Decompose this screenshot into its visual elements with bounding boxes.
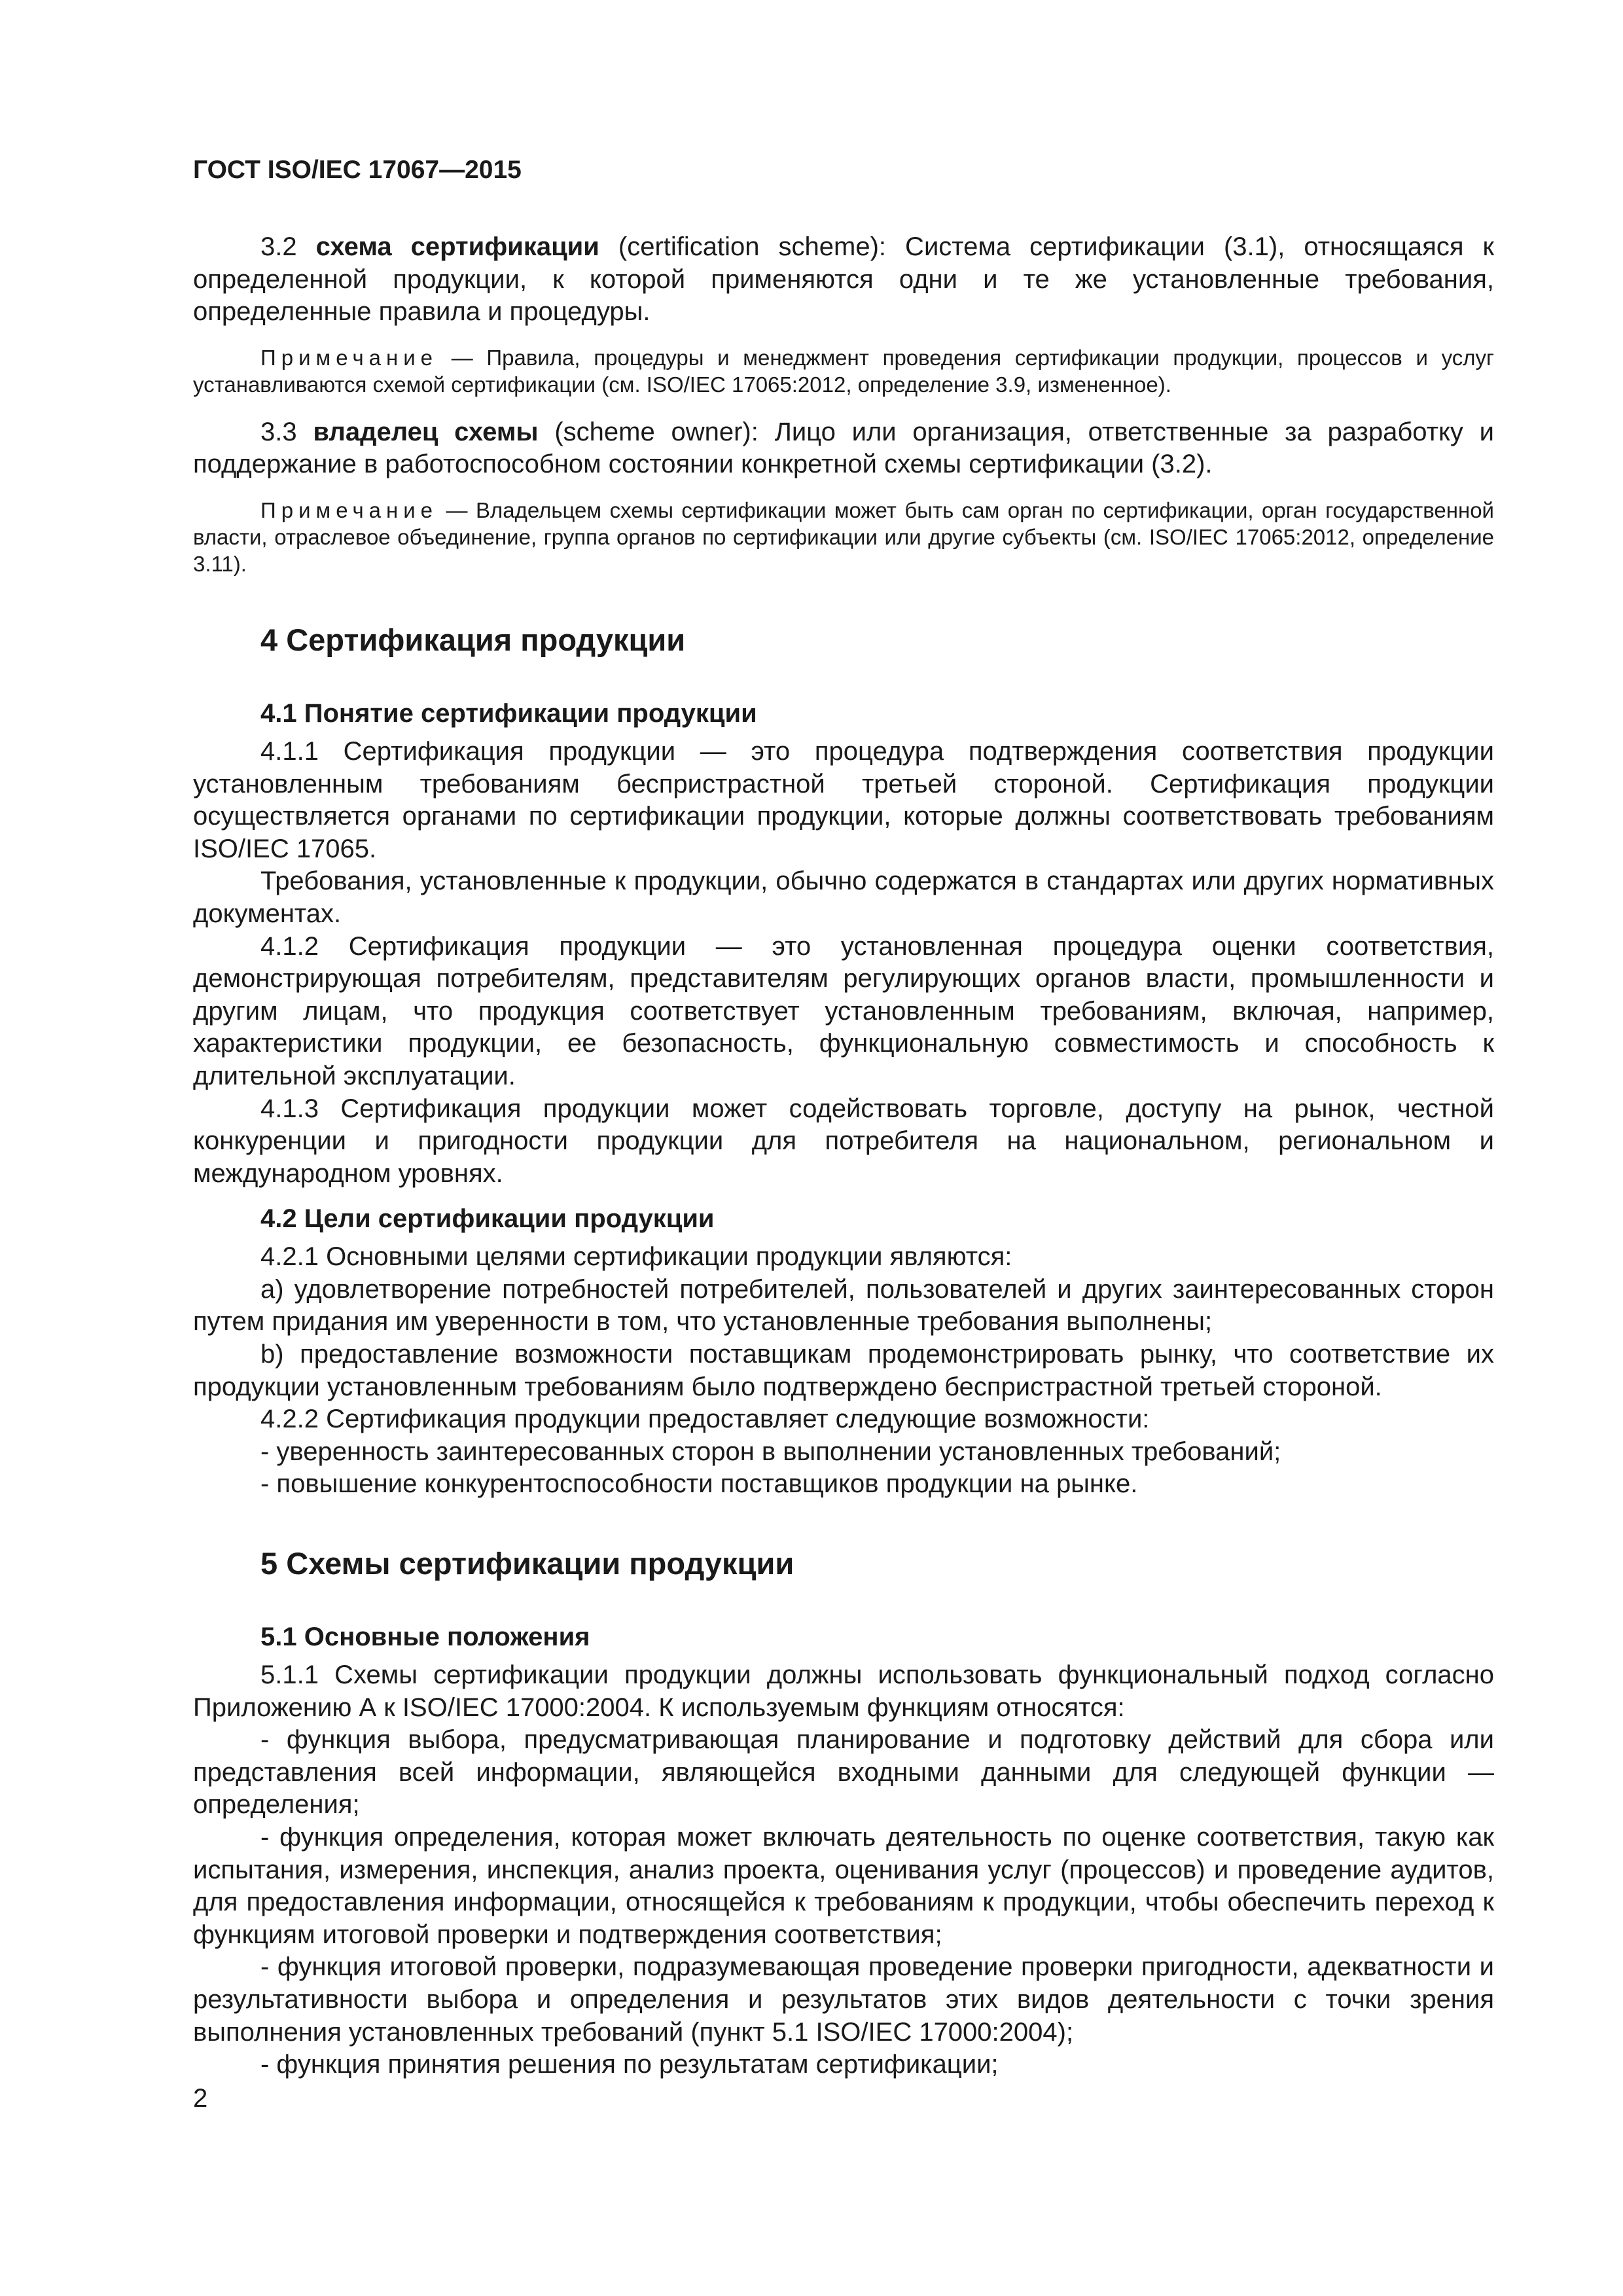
section-4-2-heading: 4.2 Цели сертификации продукции — [260, 1204, 715, 1234]
paragraph-4-1-1-continued: Требования, установленные к продукции, обычно содержатся в стандартах или других нормативных документах. — [193, 867, 1494, 928]
paragraph-4-2-2: 4.2.2 Сертификация продукции предоставляет следующие возможности: — [260, 1405, 1150, 1434]
paragraph-4-2-1: 4.2.1 Основными целями сертификации продукции являются: — [260, 1242, 1012, 1272]
item-b: b) предоставление возможности поставщикам продемонстрировать рынку, что соответствие их продукции установленным требованиям было подтверждено беспристрастной третьей стороной. — [193, 1340, 1494, 1401]
section-4-heading: 4 Сертификация продукции — [260, 622, 686, 657]
paragraph-5-1-1: 5.1.1 Схемы сертификации продукции должны использовать функциональный подход согласно Приложению А к ISO/IEC 17000:2004. К используемым функциям относятся: — [193, 1660, 1494, 1722]
running-header: ГОСТ ISO/IEC 17067—2015 — [193, 156, 522, 184]
term: схема сертификации — [315, 232, 599, 261]
clause-number: 3.2 — [260, 232, 316, 261]
paragraph-4-1-2: 4.1.2 Сертификация продукции — это установленная процедура оценки соответствия, демонстрирующая потребителям, представителям регулирующих органов власти, промышленности и другим лицам, что продукция соответствует установленным требованиям, включая, например, характеристики продукции, ее безопасность, функциональную совместимость и способность к длительной эксплуатации. — [193, 931, 1494, 1090]
note-text: — Правила, процедуры и менеджмент проведения сертификации продукции, процессов и услуг устанавливаются схемой сертификации (см. ISO/IEC 17065:2012, определение 3.9, измененное). — [193, 345, 1494, 397]
page-number: 2 — [193, 2084, 208, 2113]
list-item: - функция принятия решения по результатам сертификации; — [260, 2050, 999, 2079]
item-a: а) удовлетворение потребностей потребителей, пользователей и других заинтересованных сторон путем придания им уверенности в том, что установленные требования выполнены; — [193, 1274, 1494, 1336]
definition-3-2 — [193, 231, 1494, 329]
list-item: - функция итоговой проверки, подразумевающая проведение проверки пригодности, адекватности и результативности выбора и определения и результатов этих видов деятельности с точки зрения выполнения установленных требований (пункт 5.1 ISO/IEC 17000:2004); — [193, 1952, 1494, 2047]
term: владелец схемы — [313, 417, 539, 446]
clause-number: 3.3 — [260, 417, 313, 446]
list-item: - функция выбора, предусматривающая планирование и подготовку действий для сбора или представления всей информации, являющейся входными данными для следующей функции — определения; — [193, 1725, 1494, 1820]
note-label: Примечание — [260, 345, 438, 370]
definition-text: (scheme owner): Лицо или организация, ответственные за разработку и поддержание в работоспособном состоянии конкретной схемы сертификации (3.2). — [193, 417, 1494, 479]
section-5-heading: 5 Схемы сертификации продукции — [260, 1546, 794, 1581]
section-5-1-heading: 5.1 Основные положения — [260, 1623, 590, 1652]
note-2 — [193, 497, 1494, 577]
paragraph-4-1-3: 4.1.3 Сертификация продукции может содействовать торговле, доступу на рынок, честной конкуренции и пригодности продукции для потребителя на национальном, региональном и международном уровнях. — [193, 1094, 1494, 1188]
list-item: - уверенность заинтересованных сторон в выполнении установленных требований; — [260, 1437, 1281, 1466]
paragraph-4-1-1: 4.1.1 Сертификация продукции — это процедура подтверждения соответствия продукции установленным требованиям беспристрастной третьей стороной. Сертификация продукции осуществляется органами по сертификации продукции, которые должны соответствовать требованиям ISO/IEC 17065. — [193, 736, 1494, 863]
definition-3-3 — [193, 416, 1494, 481]
page-content — [193, 156, 1494, 2081]
section-4-1-heading: 4.1 Понятие сертификации продукции — [260, 698, 757, 728]
definition-text: (certification scheme): Система сертификации (3.1), относящаяся к определенной продукции, к которой применяются одни и те же установленные требования, определенные правила и процедуры. — [193, 232, 1495, 327]
note-1 — [193, 344, 1494, 398]
note-text: — Владельцем схемы сертификации может быть сам орган по сертификации, орган государственной власти, отраслевое объединение, группа органов по сертификации или другие субъекты (см. ISO/IEC 17065:2012, определение 3.11). — [193, 497, 1494, 576]
list-item: - повышение конкурентоспособности поставщиков продукции на рынке. — [260, 1469, 1138, 1499]
list-item: - функция определения, которая может включать деятельность по оценке соответствия, такую как испытания, измерения, инспекция, анализ проекта, оценивания услуг (процессов) и проведение аудитов, для предоставления информации, относящейся к требованиям к продукции, чтобы обеспечить переход к функциям итоговой проверки и подтверждения соответствия; — [193, 1823, 1494, 1949]
note-label: Примечание — [260, 497, 438, 522]
